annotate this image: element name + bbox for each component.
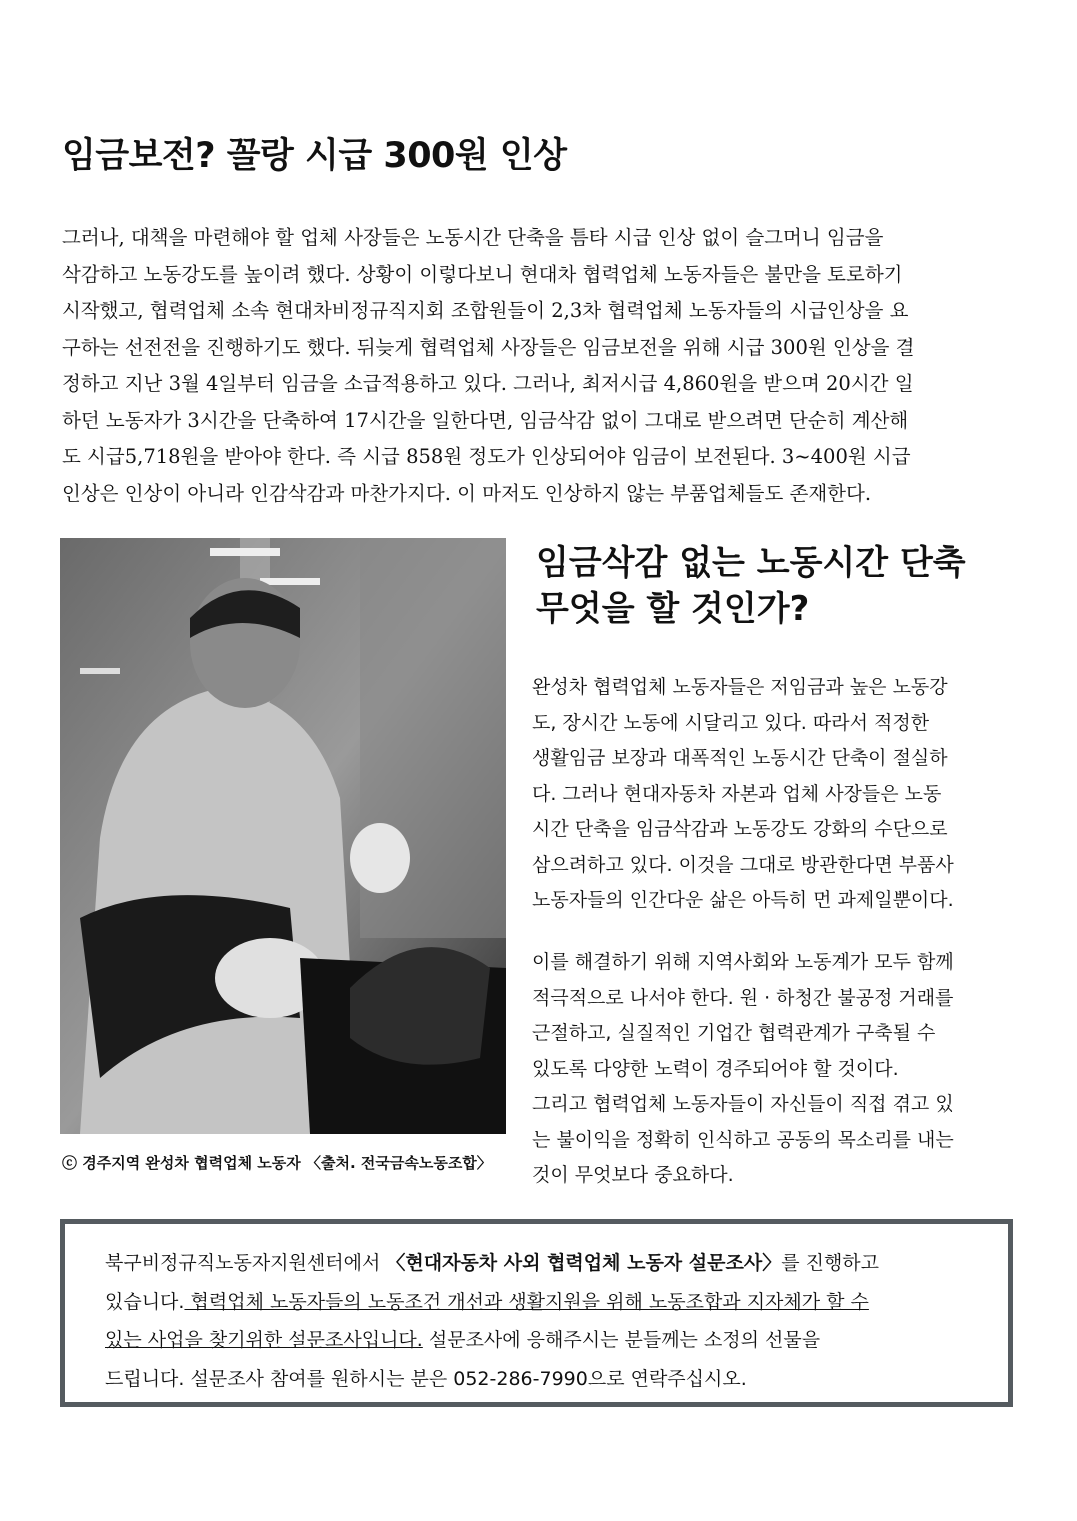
notice-line <box>105 1244 879 1283</box>
underlined-text: 있는 사업을 찾기위한 설문조사입니다. <box>105 1329 423 1351</box>
text-line: 도, 장시간 노동에 시달리고 있다. 따라서 적정한 <box>532 711 930 734</box>
text-line: 도 시급5,718원을 받아야 한다. 즉 시급 858원 정도가 인상되어야 임금이 보전된다. 3~400원 시급 <box>62 445 911 468</box>
notice-text-segment: 있습니다. <box>105 1290 185 1313</box>
text-line: 하던 노동자가 3시간을 단축하여 17시간을 일한다면, 임금삭감 없이 그대로 받으려면 단순히 계산해 <box>62 408 909 432</box>
intro-paragraph <box>62 220 1020 512</box>
text-line: 것이 무엇보다 중요하다. <box>532 1164 734 1186</box>
text-line: 그러나, 대책을 마련해야 할 업체 사장들은 노동시간 단축을 틈타 시급 인상 없이 슬그머니 임금을 <box>62 226 884 249</box>
text-line: 이를 해결하기 위해 지역사회와 노동계가 모두 함께 <box>532 951 954 973</box>
notice-line <box>105 1321 879 1360</box>
text-line: 시작했고, 협력업체 소속 현대차비정규직지회 조합원들이 2,3차 협력업체 노동자들의 시급인상을 요 <box>62 299 909 322</box>
section2-paragraph-1 <box>532 670 1022 919</box>
survey-notice-box <box>60 1219 1013 1407</box>
text-line: 근절하고, 실질적인 기업간 협력관계가 구축될 수 <box>532 1022 936 1044</box>
worker-photo <box>60 538 506 1134</box>
text-line: 인상은 인상이 아니라 인감삭감과 마찬가지다. 이 마저도 인상하지 않는 부품업체들도 존재한다. <box>62 481 872 505</box>
section-title: 임금보전? 꼴랑 시급 300원 인상 <box>62 136 567 176</box>
text-line: 완성차 협력업체 노동자들은 저임금과 높은 노동강 <box>532 676 948 698</box>
section2-paragraph-2 <box>532 945 1022 1194</box>
underlined-text: 협력업체 노동자들의 노동조건 개선과 생활지원을 위해 노동조합과 지자체가 할 수 <box>184 1290 869 1313</box>
text-line: 노동자들의 인간다운 삶은 아득히 먼 과제일뿐이다. <box>532 889 954 911</box>
text-line: 구하는 선전전을 진행하기도 했다. 뒤늦게 협력업체 사장들은 임금보전을 위해 시급 300원 인상을 결 <box>62 335 915 359</box>
text-line: 삭감하고 노동강도를 높이려 했다. 상황이 이렇다보니 현대차 협력업체 노동자들은 불만을 토로하기 <box>62 262 903 286</box>
text-line: 생활임금 보장과 대폭적인 노동시간 단축이 절실하 <box>532 747 948 769</box>
heading-line: 무엇을 할 것인가? <box>536 589 810 629</box>
text-line: 는 불이익을 정확히 인식하고 공동의 목소리를 내는 <box>532 1128 954 1151</box>
text-line: 다. 그러나 현대자동차 자본과 업체 사장들은 노동 <box>532 782 942 805</box>
photo-caption: ⓒ 경주지역 완성차 협력업체 노동자 〈출처. 전국금속노동조합〉 <box>62 1154 492 1172</box>
text-line: 있도록 다양한 노력이 경주되어야 할 것이다. <box>532 1057 899 1080</box>
notice-line: 드립니다. 설문조사 참여를 원하시는 분은 052-286-7990으로 연락주십시오. <box>105 1367 747 1390</box>
heading-line: 임금삭감 없는 노동시간 단축 <box>536 543 966 583</box>
notice-text-segment: 설문조사에 응해주시는 분들께는 소정의 선물을 <box>422 1329 821 1351</box>
notice-line <box>105 1283 879 1322</box>
section2-heading <box>536 540 966 632</box>
survey-name: 〈현대자동차 사외 협력업체 노동자 설문조사〉 <box>386 1252 782 1274</box>
text-line: 삼으려하고 있다. 이것을 그대로 방관한다면 부품사 <box>532 853 954 876</box>
text-line: 그리고 협력업체 노동자들이 자신들이 직접 겪고 있 <box>532 1093 954 1115</box>
notice-text <box>105 1244 879 1398</box>
text-line: 적극적으로 나서야 한다. 원 · 하청간 불공정 거래를 <box>532 986 954 1009</box>
notice-text-segment: 북구비정규직노동자지원센터에서 <box>105 1252 387 1274</box>
notice-text-segment: 를 진행하고 <box>781 1252 880 1274</box>
text-line: 시간 단축을 임금삭감과 노동강도 강화의 수단으로 <box>532 818 948 840</box>
text-line: 정하고 지난 3월 4일부터 임금을 소급적용하고 있다. 그러나, 최저시급 4,860원을 받으며 20시간 일 <box>62 372 914 395</box>
photo-illustration <box>60 538 506 1134</box>
